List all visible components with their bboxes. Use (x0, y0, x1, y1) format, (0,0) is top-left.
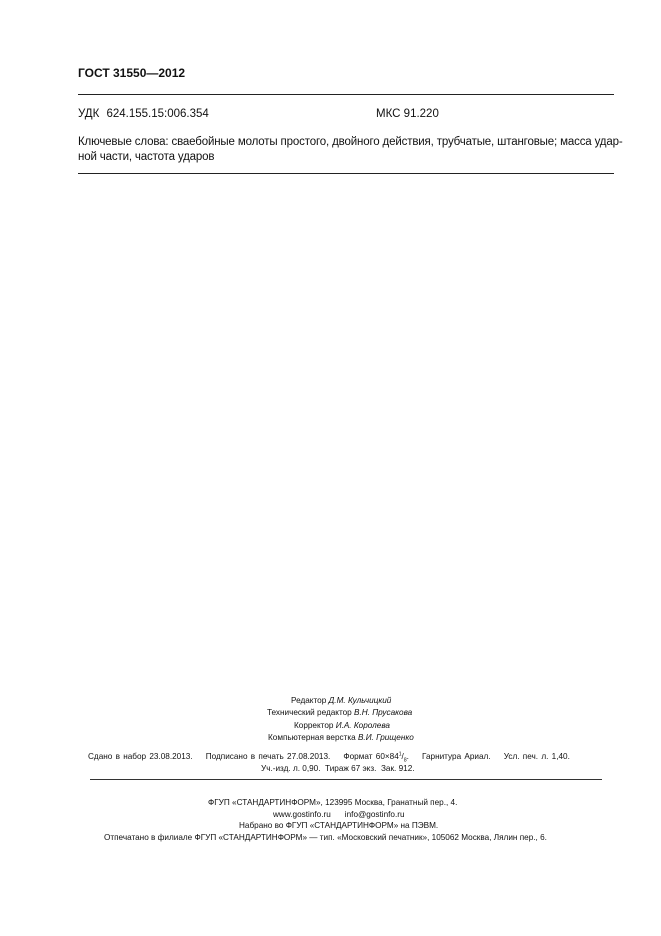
print-info-line-1 (88, 751, 628, 763)
edition-sheets: Уч.-изд. л. 0,90. (261, 764, 321, 774)
tech-editor-row (0, 707, 661, 719)
publisher-address: ФГУП «СТАНДАРТИНФОРМ», 123995 Москва, Гранатный пер., 4. (208, 798, 458, 807)
udc-classification (78, 108, 213, 120)
paper-format-denominator: 8 (403, 757, 407, 764)
print-sheets: Усл. печ. л. 1,40. (503, 752, 570, 761)
keywords-line-1: Ключевые слова: сваебойные молоты простого, двойного действия, трубчатые, штанговые; масса удар- (78, 136, 623, 148)
signed-date: Подписано в печать 27.08.2013. (205, 752, 331, 761)
print-info-line-2 (88, 763, 628, 775)
publisher-email[interactable]: info@gostinfo.ru (344, 809, 405, 819)
tech-editor-role: Технический редактор (267, 708, 352, 718)
udc-value: 624.155.15:006.354 (106, 108, 209, 120)
publisher-block (0, 797, 661, 843)
paper-format-numerator: 1 (398, 751, 402, 758)
standard-code: ГОСТ 31550—2012 (78, 66, 186, 80)
publisher-contacts (0, 809, 661, 821)
mks-label: МКС (376, 108, 401, 120)
divider-keywords (78, 173, 614, 174)
circulation: Тираж 67 экз. (325, 764, 377, 774)
mks-classification (376, 108, 439, 120)
layout-name: В.И. Грищенко (357, 733, 414, 743)
corrector-name: И.А. Королева (335, 720, 390, 730)
editors-block (0, 695, 661, 745)
corrector-row (0, 720, 661, 732)
editor-role: Редактор (291, 696, 327, 705)
layout-role: Компьютерная верстка (268, 733, 356, 743)
typeface: Гарнитура Ариал. (422, 752, 491, 761)
submitted-date: Сдано в набор 23.08.2013. (88, 752, 193, 761)
udc-label: УДК (78, 108, 100, 120)
print-info-block (88, 751, 628, 776)
divider-print-info (90, 779, 602, 780)
tech-editor-name: В.Н. Прусакова (354, 708, 413, 718)
editor-row (0, 695, 661, 707)
publisher-website[interactable]: www.gostinfo.ru (273, 809, 331, 819)
editor-name: Д.М. Кульчицкий (328, 696, 392, 705)
keywords-line-2: ной части, частота ударов (78, 151, 215, 163)
corrector-role: Корректор (294, 720, 334, 730)
paper-format-value: Формат 60×84 (343, 752, 399, 761)
typeset-note: Набрано во ФГУП «СТАНДАРТИНФОРМ» на ПЭВМ. (239, 821, 439, 831)
keywords-block (78, 135, 623, 165)
order-number: Зак. 912. (380, 764, 415, 774)
printed-note: Отпечатано в филиале ФГУП «СТАНДАРТИНФОРМ» — тип. «Московский печатник», 105062 Москва, Лялин пер., 6. (104, 832, 547, 842)
paper-format: Формат $60\times 84^1/_8$. (343, 751, 409, 764)
layout-row (0, 732, 661, 744)
divider-top (78, 94, 614, 95)
mks-value: 91.220 (403, 108, 439, 120)
